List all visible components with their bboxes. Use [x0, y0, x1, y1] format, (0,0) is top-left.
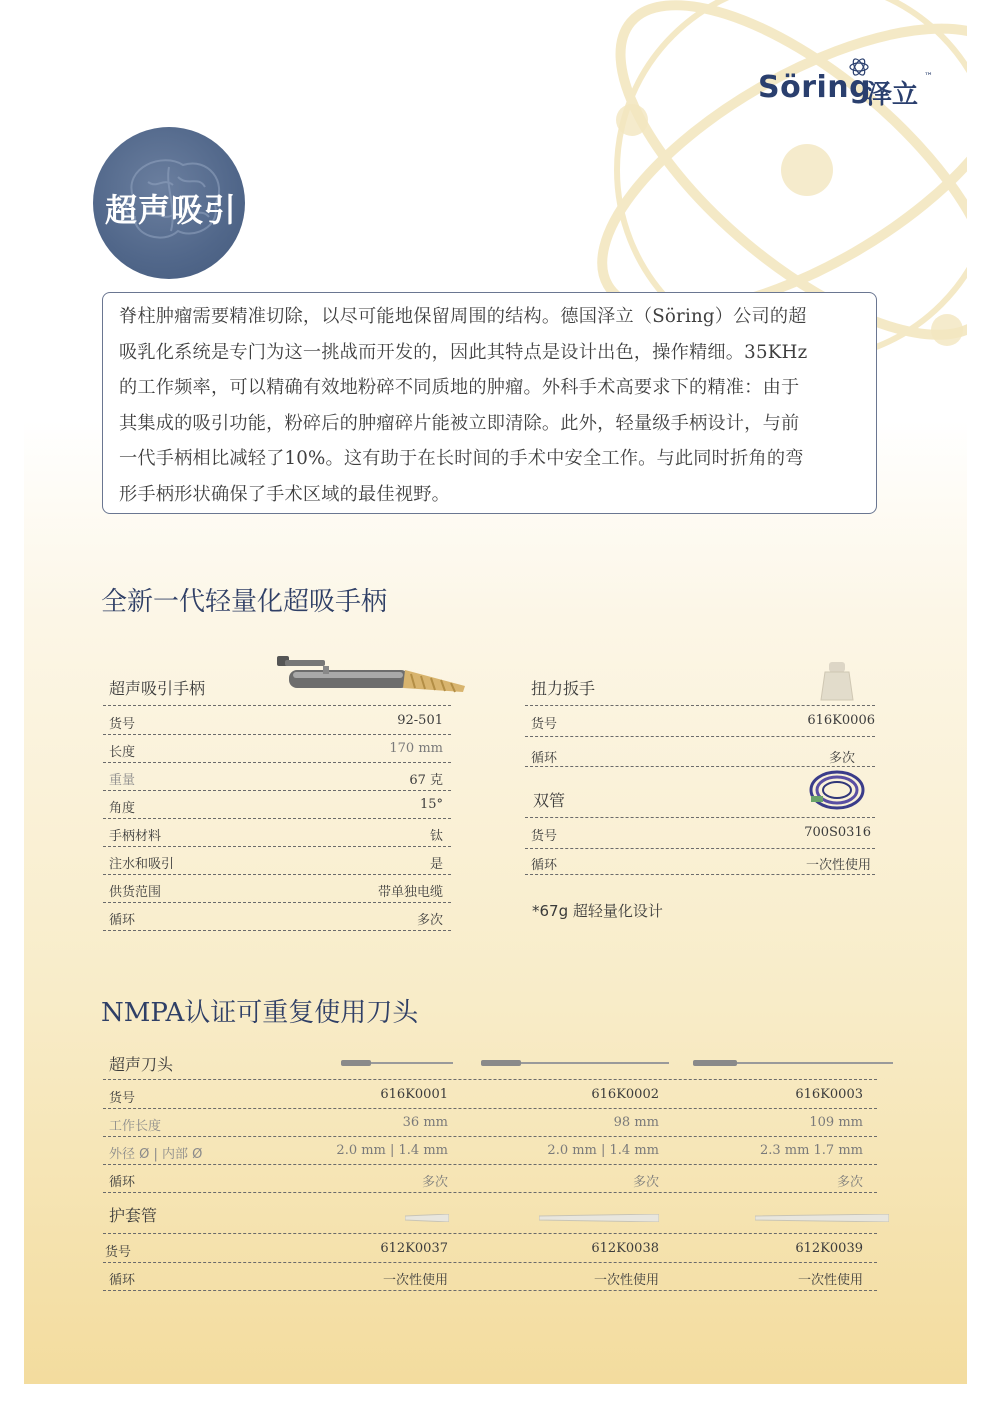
- handpiece-row: [103, 707, 451, 735]
- wrench-header: 扭力扳手: [531, 679, 596, 698]
- row-value: 多次: [828, 751, 855, 766]
- row-label: 循环: [109, 913, 136, 928]
- sleeves-table: [103, 1198, 877, 1292]
- trademark: ™: [924, 72, 933, 82]
- row-value: 92-501: [397, 713, 443, 728]
- row-value: 616K0006: [807, 713, 875, 728]
- intro-line: 吸乳化系统是专门为这一挑战而开发的，因此其特点是设计出色，操作精细。35KHz: [119, 341, 808, 363]
- row-label: 货号: [109, 1091, 136, 1106]
- tip-image: [341, 1058, 453, 1068]
- sleeve-value: 一次性使用: [382, 1273, 448, 1288]
- topic-badge: [93, 127, 245, 279]
- row-value: 170 mm: [389, 741, 443, 756]
- brand-name: Söring: [758, 70, 872, 105]
- tip-image: [693, 1058, 893, 1068]
- handpiece-header-row: [103, 662, 451, 706]
- wrench-row: [525, 737, 875, 767]
- row-label: 注水和吸引: [109, 857, 175, 872]
- tip-value: 109 mm: [809, 1115, 863, 1130]
- row-label: 长度: [109, 745, 136, 760]
- tips-row-diameter: [103, 1137, 877, 1165]
- section-title-handpiece: 全新一代轻量化超吸手柄: [101, 587, 388, 617]
- row-label: 循环: [531, 751, 558, 766]
- row-value: 67 克: [409, 773, 443, 788]
- sleeve-value: 612K0037: [380, 1241, 448, 1256]
- row-label: 循环: [531, 858, 558, 873]
- handpiece-row: [103, 875, 451, 903]
- badge-title: 超声吸引: [105, 191, 238, 229]
- handpiece-row: [103, 735, 451, 763]
- tips-row-cycle: [103, 1165, 877, 1193]
- row-label: 循环: [109, 1273, 136, 1288]
- tubing-row: [525, 819, 875, 849]
- sleeve-value: 612K0038: [591, 1241, 659, 1256]
- tubing-header: 双管: [533, 791, 566, 810]
- sleeves-header: 护套管: [109, 1206, 158, 1225]
- soring-logo: [748, 56, 948, 116]
- tips-table: [103, 1044, 877, 1192]
- tips-row-length: [103, 1109, 877, 1137]
- intro-line: 脊柱肿瘤需要精准切除，以尽可能地保留周围的结构。德国泽立（Söring）公司的超: [119, 306, 807, 327]
- row-label: 重量: [109, 773, 136, 788]
- tip-image: [481, 1058, 669, 1068]
- sleeve-image: [405, 1214, 449, 1222]
- row-label: 角度: [109, 801, 136, 816]
- handpiece-row: [103, 791, 451, 819]
- row-label: 工作长度: [109, 1119, 162, 1134]
- tip-value: 多次: [421, 1175, 448, 1190]
- row-label: 货号: [531, 829, 558, 844]
- intro-text: [119, 299, 862, 512]
- tip-value: 多次: [632, 1175, 659, 1190]
- row-value: 700S0316: [804, 825, 871, 840]
- tip-value: 36 mm: [402, 1115, 448, 1130]
- sleeve-image: [755, 1214, 889, 1222]
- row-label: 手柄材料: [109, 829, 162, 844]
- brand-name-cn: 泽立: [866, 80, 919, 110]
- handpiece-row: [103, 903, 451, 931]
- sleeves-row-cycle: [103, 1263, 877, 1291]
- row-value: 带单独电缆: [377, 885, 443, 900]
- intro-box: [102, 292, 877, 514]
- intro-line: 的工作频率，可以精确有效地粉碎不同质地的肿瘤。外科手术高要求下的精准：由于: [119, 377, 800, 398]
- tips-header-row: [103, 1044, 877, 1080]
- handpiece-row: [103, 763, 451, 791]
- sleeve-value: 612K0039: [795, 1241, 863, 1256]
- handpiece-header: 超声吸引手柄: [109, 679, 206, 698]
- tip-value: 多次: [836, 1175, 863, 1190]
- handpiece-table: [103, 662, 451, 932]
- row-label: 货号: [109, 717, 136, 732]
- sleeve-image: [539, 1214, 659, 1222]
- sleeve-value: 一次性使用: [593, 1273, 659, 1288]
- row-label: 货号: [531, 717, 558, 732]
- tips-row-article: [103, 1081, 877, 1109]
- tips-header: 超声刀头: [109, 1055, 174, 1074]
- handpiece-row: [103, 847, 451, 875]
- tubing-header-row: [525, 768, 875, 818]
- tip-value: 98 mm: [613, 1115, 659, 1130]
- row-value: 一次性使用: [805, 858, 871, 873]
- tip-value: 2.0 mm | 1.4 mm: [547, 1143, 659, 1158]
- intro-line: 一代手柄相比减轻了10%。这有助于在长时间的手术中安全工作。与此同时折角的弯: [119, 448, 804, 469]
- row-label: 循环: [109, 1175, 136, 1190]
- weight-note: *67g 超轻量化设计: [532, 902, 663, 920]
- row-value: 多次: [416, 913, 443, 928]
- torque-wrench-image: [817, 662, 857, 704]
- row-label: 供货范围: [109, 885, 162, 900]
- row-label: 外径 Ø | 内部 Ø: [109, 1147, 203, 1162]
- wrench-header-row: [525, 662, 875, 706]
- sleeves-row-article: [103, 1235, 877, 1263]
- tip-value: 616K0002: [591, 1087, 659, 1102]
- tubing-row: [525, 849, 875, 875]
- row-value: 15°: [419, 797, 443, 812]
- sleeve-value: 一次性使用: [797, 1273, 863, 1288]
- sleeves-header-row: [103, 1198, 877, 1234]
- tip-value: 616K0001: [380, 1087, 448, 1102]
- wrench-table: [525, 662, 875, 768]
- tip-value: 616K0003: [795, 1087, 863, 1102]
- section-title-tips: NMPA认证可重复使用刀头: [101, 998, 419, 1028]
- row-value: 是: [429, 857, 443, 872]
- intro-line: 其集成的吸引功能，粉碎后的肿瘤碎片能被立即清除。此外，轻量级手柄设计，与前: [119, 412, 800, 434]
- tip-value: 2.0 mm | 1.4 mm: [336, 1143, 448, 1158]
- intro-line: 形手柄形状确保了手术区域的最佳视野。: [119, 483, 450, 505]
- handpiece-row: [103, 819, 451, 847]
- tubing-image: [807, 768, 865, 812]
- row-value: 钛: [429, 829, 443, 844]
- row-label: 货号: [105, 1245, 132, 1260]
- handpiece-image: [275, 656, 471, 704]
- wrench-row: [525, 707, 875, 737]
- tip-value: 2.3 mm 1.7 mm: [759, 1143, 863, 1158]
- tubing-table: [525, 768, 875, 876]
